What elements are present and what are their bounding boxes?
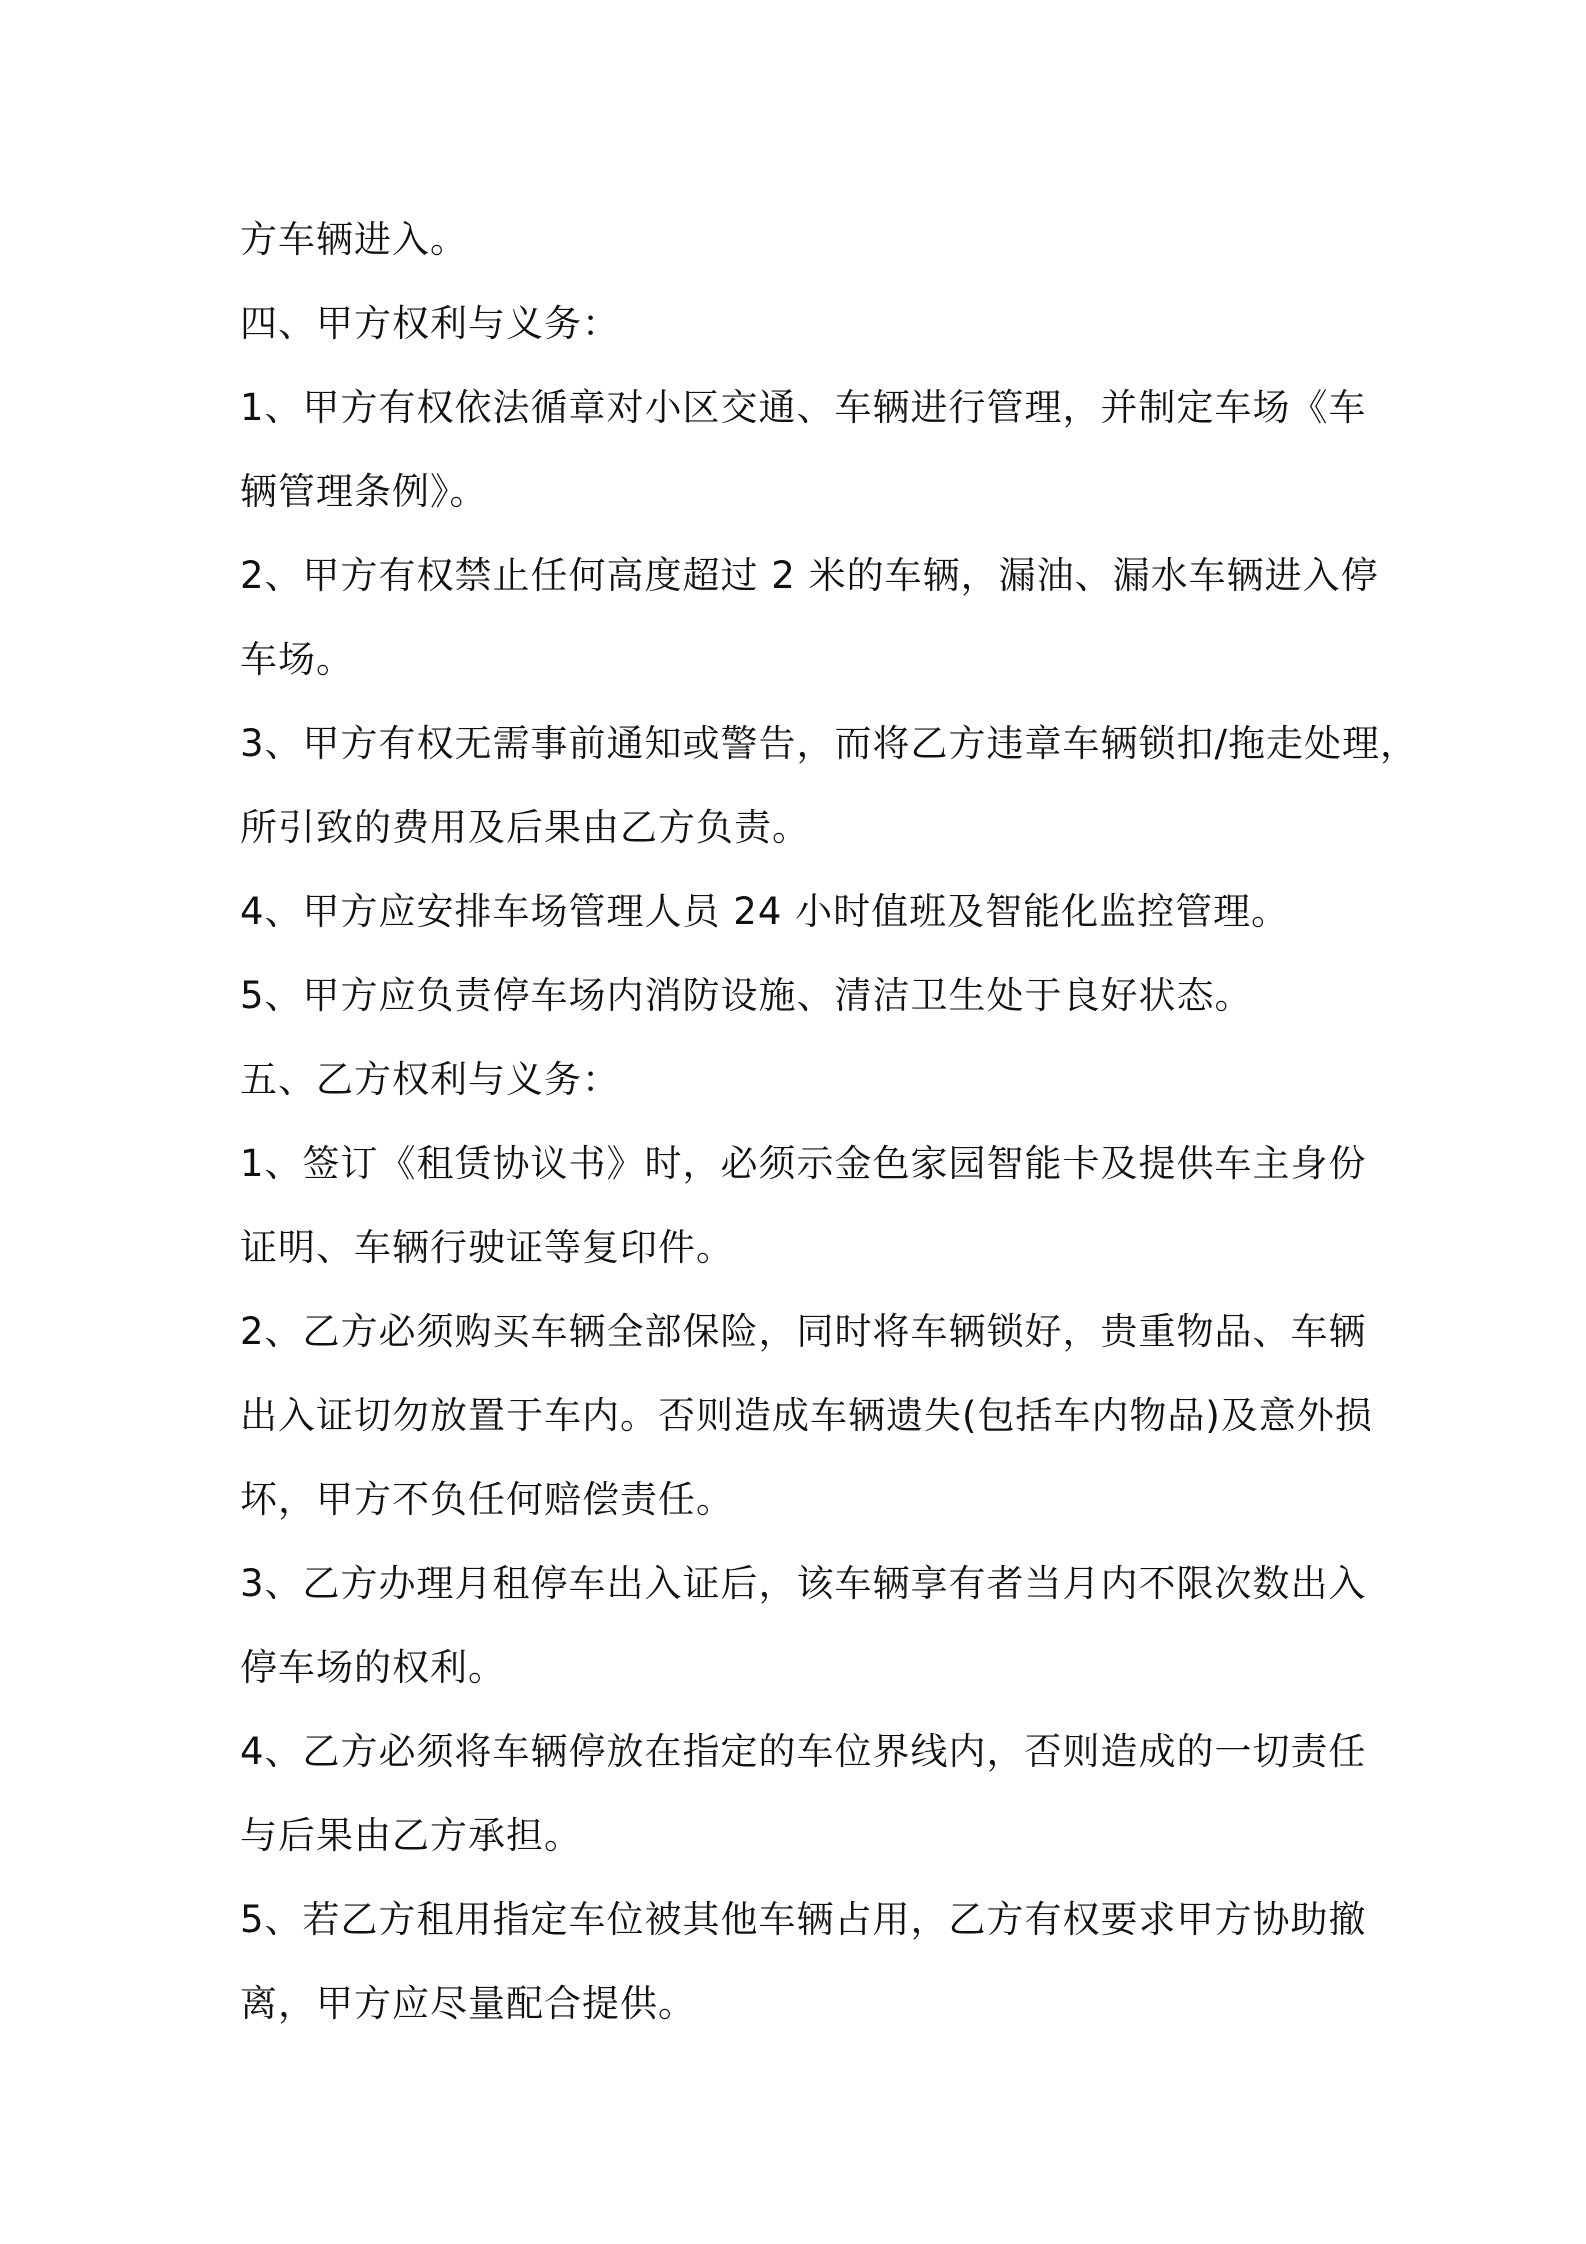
text-line: 4、甲方应安排车场管理人员 24 小时值班及智能化监控管理。 (240, 890, 1290, 933)
text-line: 4、乙方必须将车辆停放在指定的车位界线内，否则造成的一切责任 (240, 1730, 1367, 1773)
text-line: 所引致的费用及后果由乙方负责。 (240, 806, 810, 849)
text-line: 5、甲方应负责停车场内消防设施、清洁卫生处于良好状态。 (240, 974, 1253, 1017)
section-heading: 五、乙方权利与义务： (240, 1058, 620, 1101)
document-page (240, 198, 1419, 2046)
text-line: 离，甲方应尽量配合提供。 (240, 1982, 696, 2025)
text-line: 坏，甲方不负任何赔偿责任。 (240, 1478, 734, 1521)
text-line: 停车场的权利。 (240, 1646, 506, 1689)
text-line: 1、甲方有权依法循章对小区交通、车辆进行管理，并制定车场《车 (240, 386, 1367, 429)
text-line: 辆管理条例》。 (240, 470, 488, 513)
text-line: 证明、车辆行驶证等复印件。 (240, 1226, 734, 1269)
text-line: 2、乙方必须购买车辆全部保险，同时将车辆锁好，贵重物品、车辆 (240, 1310, 1367, 1353)
text-line: 3、乙方办理月租停车出入证后，该车辆享有者当月内不限次数出入 (240, 1562, 1367, 1605)
text-line: 车场。 (240, 638, 354, 681)
text-line: 5、若乙方租用指定车位被其他车辆占用，乙方有权要求甲方协助撤 (240, 1898, 1367, 1941)
text-line: 与后果由乙方承担。 (240, 1814, 582, 1857)
text-line: 1、签订《租赁协议书》时，必须示金色家园智能卡及提供车主身份 (240, 1142, 1367, 1185)
text-line: 2、甲方有权禁止任何高度超过 2 米的车辆，漏油、漏水车辆进入停 (240, 554, 1379, 597)
text-line: 3、甲方有权无需事前通知或警告，而将乙方违章车辆锁扣/拖走处理， (240, 722, 1419, 765)
section-heading: 四、甲方权利与义务： (240, 302, 620, 345)
text-line: 方车辆进入。 (240, 218, 468, 261)
text-line: 出入证切勿放置于车内。否则造成车辆遗失(包括车内物品)及意外损 (240, 1394, 1373, 1437)
